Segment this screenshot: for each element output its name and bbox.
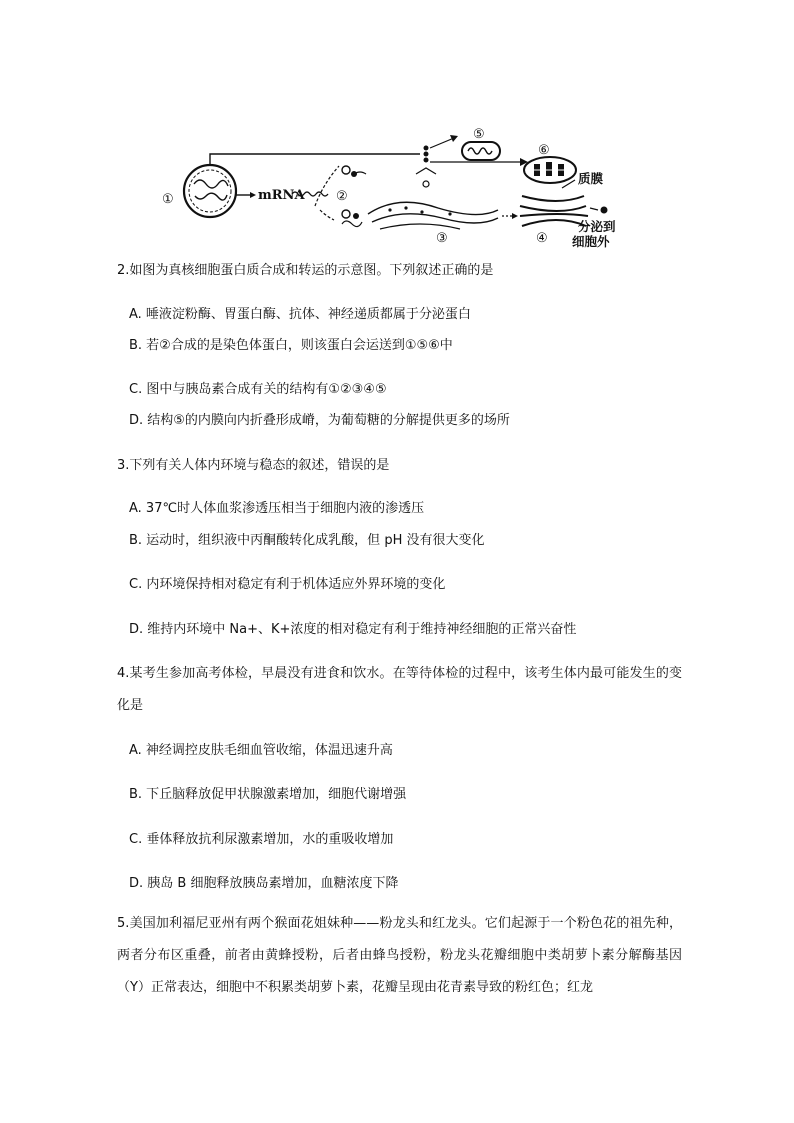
question-2-option-d[interactable]: D. 结构⑤的内膜向内折叠形成嵴，为葡萄糖的分解提供更多的场所 — [129, 413, 510, 428]
label-1: ① — [162, 192, 174, 207]
diagram-svg — [150, 118, 630, 258]
transport-line — [210, 154, 420, 165]
arrowhead — [250, 192, 256, 198]
nucleus-icon — [184, 165, 236, 217]
label-3: ③ — [436, 231, 448, 246]
question-4-option-b[interactable]: B. 下丘脑释放促甲状腺激素增加，细胞代谢增强 — [129, 787, 407, 802]
label-5: ⑤ — [473, 127, 485, 142]
label-4: ④ — [536, 231, 548, 246]
protein-synthesis-diagram — [150, 118, 630, 258]
mrna-label: mRNA — [258, 188, 305, 203]
chloroplast-icon — [524, 157, 576, 183]
label-6: ⑥ — [538, 143, 550, 158]
question-2-option-a[interactable]: A. 唾液淀粉酶、胃蛋白酶、抗体、神经递质都属于分泌蛋白 — [129, 307, 471, 322]
endoplasmic-reticulum-icon — [368, 202, 498, 229]
question-3-option-a[interactable]: A. 37℃时人体血浆渗透压相当于细胞内液的渗透压 — [129, 501, 425, 516]
vesicle-arrow — [590, 208, 598, 210]
label-2: ② — [336, 189, 348, 204]
question-3-option-b[interactable]: B. 运动时，组织液中丙酮酸转化成乳酸，但 pH 没有很大变化 — [129, 533, 485, 548]
to-mito-line — [430, 138, 454, 148]
mitochondrion-icon — [462, 142, 500, 160]
vesicle-icon — [601, 207, 608, 214]
arrowhead — [450, 135, 458, 142]
membrane-label: 质膜 — [578, 171, 604, 186]
question-4-option-a[interactable]: A. 神经调控皮肤毛细血管收缩，体温迅速升高 — [129, 743, 393, 758]
er-ribosome-icon — [320, 210, 362, 227]
question-2-option-b[interactable]: B. 若②合成的是染色体蛋白，则该蛋白会运送到①⑤⑥中 — [129, 338, 453, 353]
question-4-stem: 4.某考生参加高考体检，早晨没有进食和饮水。在等待体检的过程中，该考生体内最可能发生的变化是 — [117, 666, 682, 713]
question-2-option-c[interactable]: C. 图中与胰岛素合成有关的结构有①②③④⑤ — [129, 382, 387, 397]
question-3-option-d[interactable]: D. 维持内环境中 Na+、K+浓度的相对稳定有利于维持神经细胞的正常兴奋性 — [129, 622, 577, 637]
question-4-option-c[interactable]: C. 垂体释放抗利尿激素增加，水的重吸收增加 — [129, 832, 394, 847]
secrete-label-1: 分泌到 — [578, 219, 616, 234]
question-2-stem: 2.如图为真核细胞蛋白质合成和转运的示意图。下列叙述正确的是 — [117, 263, 494, 278]
question-5-stem: 5.美国加利福尼亚州有两个猴面花姐妹种——粉龙头和红龙头。它们起源于一个粉色花的祖先种，两者分布区重叠，前者由黄蜂授粉，后者由蜂鸟授粉，粉龙头花瓣细胞中类胡萝卜素分解酶基因（Y）正常表达，细胞中不积累类胡萝卜素，花瓣呈现由花青素导致的粉红色；红龙 — [117, 916, 682, 995]
cytoplasm-ribosome-icon — [416, 146, 436, 188]
secrete-label-2: 细胞外 — [572, 234, 610, 249]
arrowhead — [512, 213, 518, 219]
question-4-option-d[interactable]: D. 胰岛 B 细胞释放胰岛素增加，血糖浓度下降 — [129, 876, 399, 891]
question-3-stem: 3.下列有关人体内环境与稳态的叙述，错误的是 — [117, 458, 390, 473]
question-3-option-c[interactable]: C. 内环境保持相对稳定有利于机体适应外界环境的变化 — [129, 577, 446, 592]
